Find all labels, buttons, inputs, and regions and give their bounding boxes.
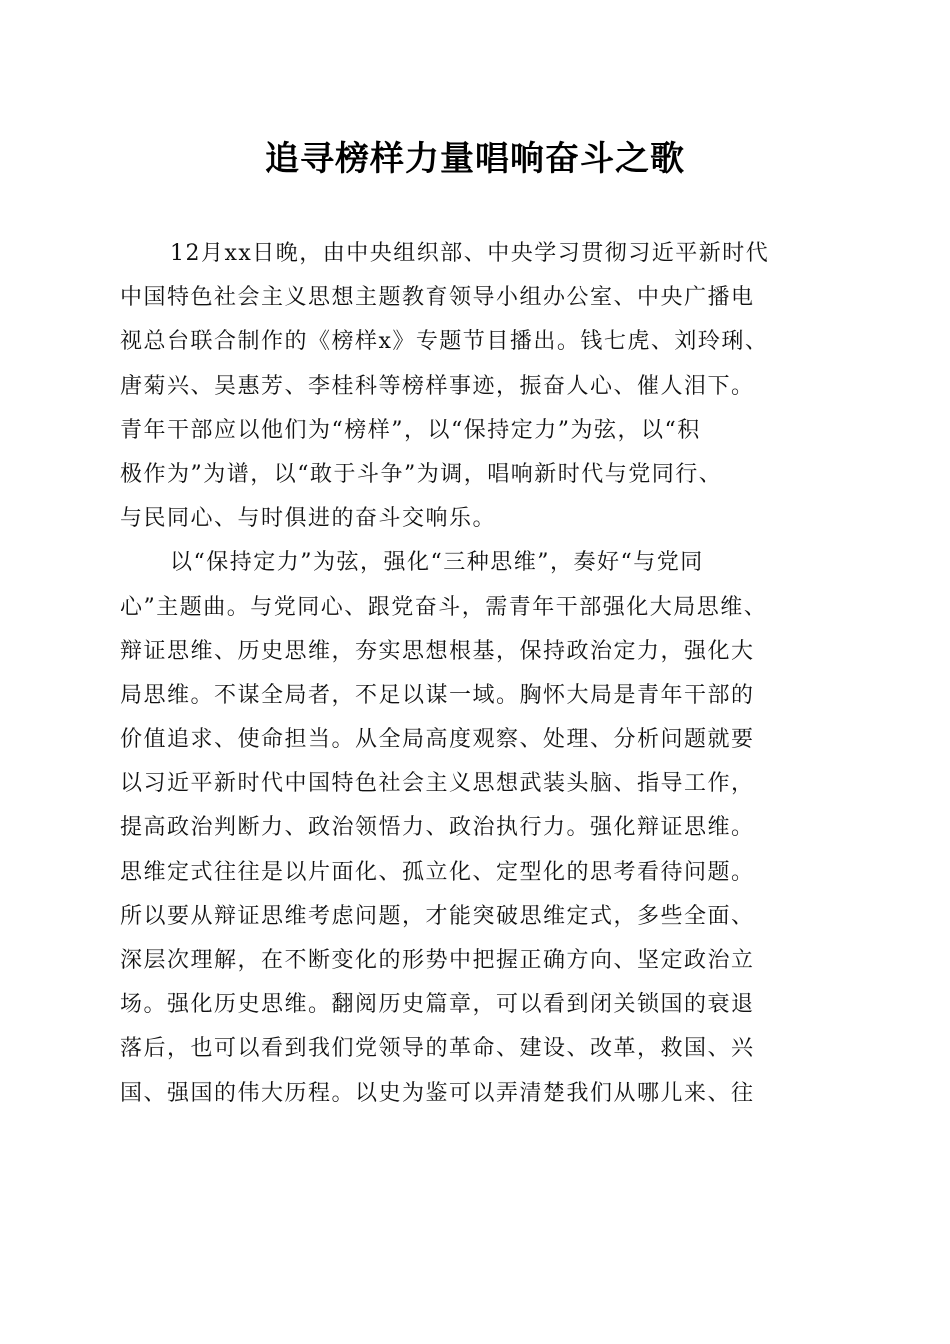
paragraph-2-line-6: 以习近平新时代中国特色社会主义思想武装头脑、指导工作，: [120, 771, 755, 797]
paragraph-2-line-1: 以“保持定力”为弦，强化“三种思维”，奏好“与党同: [170, 550, 704, 576]
paragraph-2-line-7: 提高政治判断力、政治领悟力、政治执行力。强化辩证思维。: [120, 815, 755, 841]
paragraph-2-line-11: 场。强化历史思维。翻阅历史篇章，可以看到闭关锁国的衰退: [120, 992, 755, 1018]
paragraph-2-line-12: 落后，也可以看到我们党领导的革命、建设、改革，救国、兴: [120, 1036, 755, 1062]
paragraph-1-line-7: 与民同心、与时俱进的奋斗交响乐。: [120, 506, 497, 532]
paragraph-1-line-4: 唐菊兴、吴惠芳、李桂科等榜样事迹，振奋人心、催人泪下。: [120, 373, 755, 399]
paragraph-2-line-5: 价值追求、使命担当。从全局高度观察、处理、分析问题就要: [120, 727, 755, 753]
paragraph-2-line-13: 国、强国的伟大历程。以史为鉴可以弄清楚我们从哪儿来、往: [120, 1080, 755, 1106]
paragraph-2-line-2: 心”主题曲。与党同心、跟党奋斗，需青年干部强化大局思维、: [120, 594, 768, 620]
paragraph-1-line-1: 12月xx日晚，由中央组织部、中央学习贯彻习近平新时代: [170, 241, 770, 266]
paragraph-2-line-8: 思维定式往往是以片面化、孤立化、定型化的思考看待问题。: [120, 859, 755, 885]
paragraph-1-line-2: 中国特色社会主义思想主题教育领导小组办公室、中央广播电: [120, 285, 755, 311]
paragraph-1-line-6: 极作为”为谱，以“敢于斗争”为调，唱响新时代与党同行、: [120, 461, 723, 487]
paragraph-1-line-5: 青年干部应以他们为“榜样”，以“保持定力”为弦，以“积: [120, 417, 701, 443]
paragraph-1-line-3: 视总台联合制作的《榜样x》专题节目播出。钱七虎、刘玲琍、: [120, 329, 769, 355]
paragraph-2-line-10: 深层次理解，在不断变化的形势中把握正确方向、坚定政治立: [120, 948, 755, 973]
document-title: 追寻榜样力量唱响奋斗之歌: [265, 139, 685, 179]
document-body: [120, 232, 836, 1116]
paragraph-2-line-9: 所以要从辩证思维考虑问题，才能突破思维定式，多些全面、: [120, 903, 755, 929]
paragraph-2-line-3: 辩证思维、历史思维，夯实思想根基，保持政治定力，强化大: [120, 638, 755, 664]
paragraph-2-line-4: 局思维。不谋全局者，不足以谋一域。胸怀大局是青年干部的: [120, 682, 755, 708]
